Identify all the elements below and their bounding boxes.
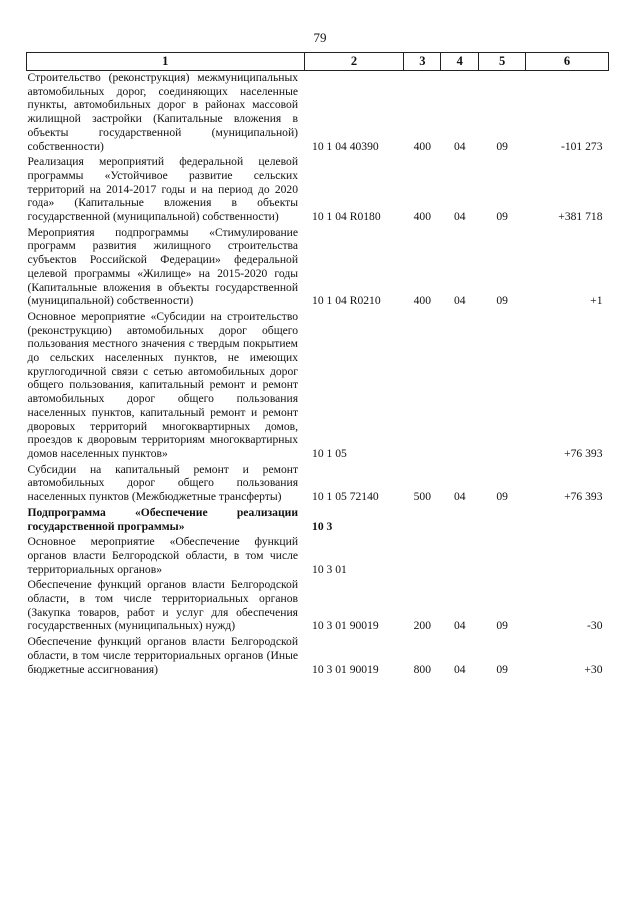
- row-amount: [526, 535, 609, 578]
- row-subsection: 09: [496, 619, 508, 633]
- table-row: [27, 310, 609, 463]
- page-number: 79: [313, 30, 327, 45]
- table-row: [27, 506, 609, 535]
- row-code: 10 1 05 72140: [312, 490, 379, 504]
- row-description: Основное мероприятие «Обеспечение функций органов власти Белгородской области, в том числе территориальных органов»: [27, 535, 299, 576]
- row-code: 10 1 05: [312, 446, 347, 460]
- row-amount: -30: [587, 619, 603, 633]
- row-section: 04: [453, 139, 466, 153]
- row-code: 10 1 04 R0180: [312, 210, 381, 224]
- header-col-1: 1: [27, 53, 305, 71]
- row-expense-type: 200: [413, 619, 432, 633]
- budget-table: [26, 52, 609, 678]
- row-code: 10 3 01 90019: [312, 662, 379, 676]
- row-code: 10 1 04 R0210: [312, 294, 381, 308]
- row-description: Основное мероприятие «Субсидии на строительство (реконструкцию) автомобильных дорог общего пользования местного значения с твердым покрытием до сельских населенных пунктов, не имеющих круглогодичной связи с сетью автомобильных дорог общего пользования, капитальный ремонт и ремонт автомобильных дорог общего пользования населенных пунктов, капитальный ремонт и ремонт дворовых территорий многоквартирных домов, проездов к дворовым территориям многоквартирных домов населенных пунктов»: [27, 309, 299, 460]
- header-col-3: 3: [404, 53, 441, 71]
- row-expense-type: 800: [413, 662, 432, 676]
- row-amount: +1: [590, 294, 603, 308]
- row-description: Реализация мероприятий федеральной целевой программы «Устойчивое развитие сельских территорий на 2014-2017 годы и на период до 2020 года» (Капитальные вложения в объекты государственной (муниципальной) собственности): [27, 155, 299, 224]
- table-row: [27, 578, 609, 635]
- table-row: [27, 226, 609, 310]
- row-expense-type: 500: [413, 490, 432, 504]
- row-amount: -101 273: [560, 139, 603, 153]
- row-section: 04: [453, 294, 466, 308]
- row-section: [441, 506, 479, 535]
- header-col-2: 2: [304, 53, 404, 71]
- row-section: 04: [453, 619, 466, 633]
- row-amount: +30: [584, 662, 603, 676]
- row-subsection: [479, 310, 526, 463]
- row-amount: +381 718: [558, 210, 603, 224]
- row-subsection: 09: [496, 662, 508, 676]
- row-code: 10 3 01 90019: [312, 619, 379, 633]
- row-expense-type: 400: [413, 294, 432, 308]
- row-section: 04: [453, 210, 466, 224]
- row-expense-type: [404, 310, 441, 463]
- row-description: Обеспечение функций органов власти Белгородской области, в том числе территориальных органов (Закупка товаров, работ и услуг для обеспечения государственных (муниципальных) нужд): [27, 578, 299, 633]
- row-description: Обеспечение функций органов власти Белгородской области, в том числе территориальных органов (Иные бюджетные ассигнования): [27, 635, 299, 676]
- row-description: Подпрограмма «Обеспечение реализации государственной программы»: [27, 505, 299, 533]
- row-code: 10 3 01: [312, 562, 347, 576]
- row-subsection: 09: [496, 490, 508, 504]
- header-col-5: 5: [479, 53, 526, 71]
- row-subsection: [479, 535, 526, 578]
- header-col-6: 6: [526, 53, 609, 71]
- row-amount: +76 393: [564, 490, 603, 504]
- table-row: [27, 635, 609, 678]
- table-header-row: [27, 53, 609, 71]
- row-expense-type: 400: [413, 210, 432, 224]
- row-amount: +76 393: [564, 446, 603, 460]
- table-row: [27, 71, 609, 156]
- row-amount: [526, 506, 609, 535]
- row-description: Субсидии на капитальный ремонт и ремонт автомобильных дорог общего пользования населенных пунктов (Межбюджетные трансферты): [27, 462, 299, 504]
- table-row: [27, 463, 609, 506]
- row-subsection: [479, 506, 526, 535]
- row-section: [441, 535, 479, 578]
- table-row: [27, 155, 609, 226]
- row-expense-type: [404, 506, 441, 535]
- row-expense-type: [404, 535, 441, 578]
- row-description: Строительство (реконструкция) межмуниципальных автомобильных дорог, соединяющих населенные пункты, автомобильных дорог в районах массовой жилищной застройки (Капитальные вложения в объекты государственной (муниципальной) собственности): [27, 71, 299, 153]
- header-col-4: 4: [441, 53, 479, 71]
- row-section: 04: [453, 490, 466, 504]
- row-expense-type: 400: [413, 139, 432, 153]
- row-section: 04: [453, 662, 466, 676]
- row-description: Мероприятия подпрограммы «Стимулирование программ развития жилищного строительства субъектов Российской Федерации» федеральной целевой программы «Жилище» на 2015-2020 годы (Капитальные вложения в объекты государственной (муниципальной) собственности): [27, 225, 299, 308]
- table-row: [27, 535, 609, 578]
- row-code: 10 1 04 40390: [312, 139, 379, 153]
- row-code: 10 3: [312, 519, 333, 533]
- row-subsection: 09: [496, 210, 508, 224]
- row-section: [441, 310, 479, 463]
- row-subsection: 09: [496, 294, 508, 308]
- row-subsection: 09: [496, 139, 508, 153]
